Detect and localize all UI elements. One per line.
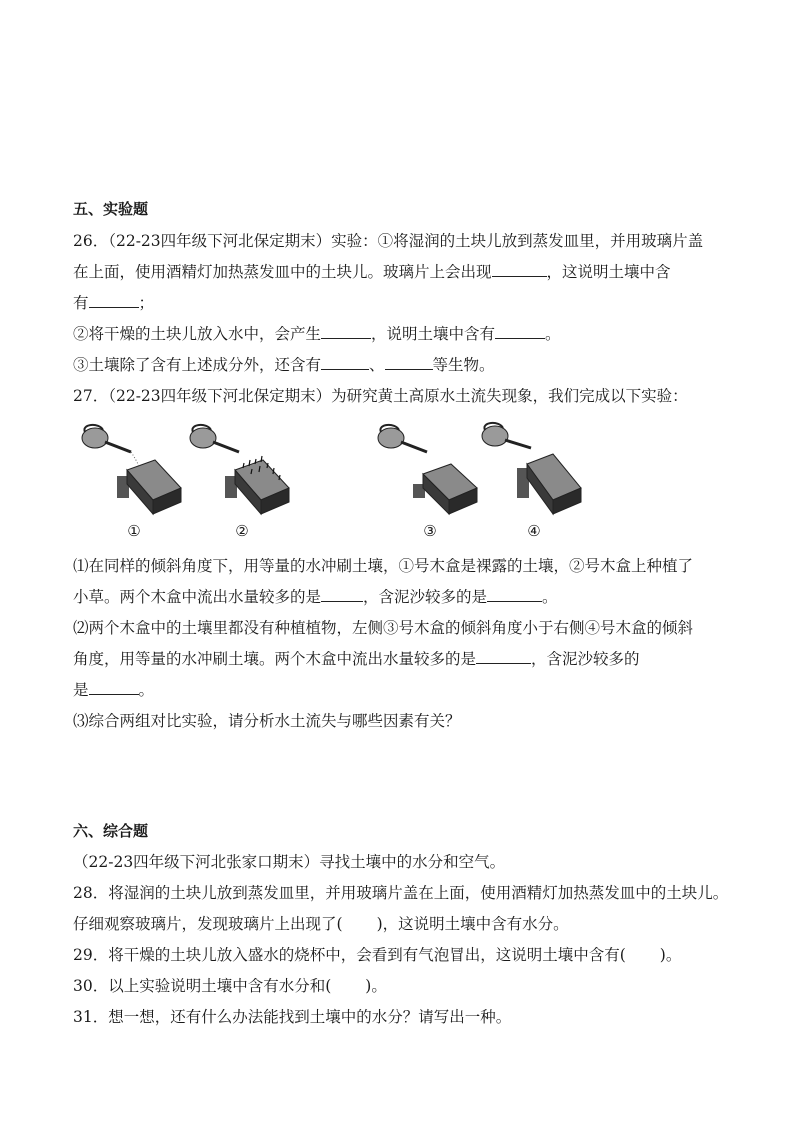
figure-4 (473, 418, 583, 548)
answer-blank[interactable] (321, 355, 369, 370)
answer-blank[interactable] (476, 649, 531, 664)
section-heading-experiment: 五、实验题 (73, 200, 149, 218)
figure-label: ② (235, 522, 249, 540)
answer-blank[interactable] (495, 324, 545, 339)
answer-blank[interactable] (89, 680, 139, 695)
answer-blank[interactable] (492, 262, 547, 277)
question-27-part-2-line-1: ⑵两个木盒中的土壤里都没有种植植物，左侧③号木盒的倾斜角度小于右侧④号木盒的倾斜 (73, 619, 694, 637)
question-26-line-3: 有 ； (73, 294, 155, 312)
answer-blank[interactable] (321, 324, 371, 339)
question-27-part-2-line-3: 是 。 (73, 681, 155, 699)
figure-label: ④ (527, 522, 541, 540)
answer-blank[interactable] (385, 355, 433, 370)
figure-1 (73, 418, 183, 548)
question-30: 30．以上实验说明土壤中含有水分和( )。 (73, 977, 387, 995)
question-26-line-5: ③土壤除了含有上述成分外，还含有 、 等生物。 (73, 356, 495, 374)
answer-blank[interactable] (89, 293, 139, 308)
watering-can-grass-box-icon (181, 418, 291, 528)
watering-can-soil-box-icon (73, 418, 183, 528)
section-6-source: （22-23四年级下河北张家口期末）寻找土壤中的水分和空气。 (73, 853, 506, 871)
watering-can-low-slope-box-icon (369, 418, 479, 528)
question-26-line-2: 在上面，使用酒精灯加热蒸发皿中的土块儿。玻璃片上会出现 ，这说明土壤中含 (73, 263, 671, 281)
figure-label: ③ (423, 522, 437, 540)
question-28-line-2: 仔细观察玻璃片，发现玻璃片上出现了( )，这说明土壤中含有水分。 (73, 915, 569, 933)
watering-can-steep-slope-box-icon (473, 418, 583, 528)
question-27-intro: 27．（22-23四年级下河北保定期末）为研究黄土高原水土流失现象，我们完成以下实验： (73, 387, 688, 405)
question-31: 31．想一想，还有什么办法能找到土壤中的水分？请写出一种。 (73, 1008, 512, 1026)
question-27-part-1-line-2: 小草。两个木盒中流出水量较多的是 ，含泥沙较多的是 。 (73, 588, 558, 606)
question-28-line-1: 28．将湿润的土块儿放到蒸发皿里，并用玻璃片盖在上面，使用酒精灯加热蒸发皿中的土块儿。 (73, 884, 729, 902)
question-27-part-2-line-2: 角度，用等量的水冲刷土壤。两个木盒中流出水量较多的是 ，含泥沙较多的 (73, 650, 640, 668)
question-26-line-4: ②将干燥的土块儿放入水中，会产生 ，说明土壤中含有 。 (73, 325, 561, 343)
answer-blank[interactable] (487, 587, 542, 602)
question-27-part-1-line-1: ⑴在同样的倾斜角度下，用等量的水冲刷土壤，①号木盒是裸露的土壤，②号木盒上种植了 (73, 557, 694, 575)
figure-2 (181, 418, 291, 548)
figure-label: ① (127, 522, 141, 540)
figure-3 (369, 418, 479, 548)
question-26-line-1: 26．（22-23四年级下河北保定期末）实验：①将湿润的土块儿放到蒸发皿里，并用玻璃片盖 (73, 232, 704, 250)
section-heading-comprehensive: 六、综合题 (73, 822, 149, 840)
question-29: 29．将干燥的土块儿放入盛水的烧杯中，会看到有气泡冒出，这说明土壤中含有( )。 (73, 946, 682, 964)
experiment-figures (73, 418, 541, 548)
question-27-part-3: ⑶综合两组对比实验，请分析水土流失与哪些因素有关？ (73, 712, 461, 730)
answer-blank[interactable] (321, 587, 363, 602)
